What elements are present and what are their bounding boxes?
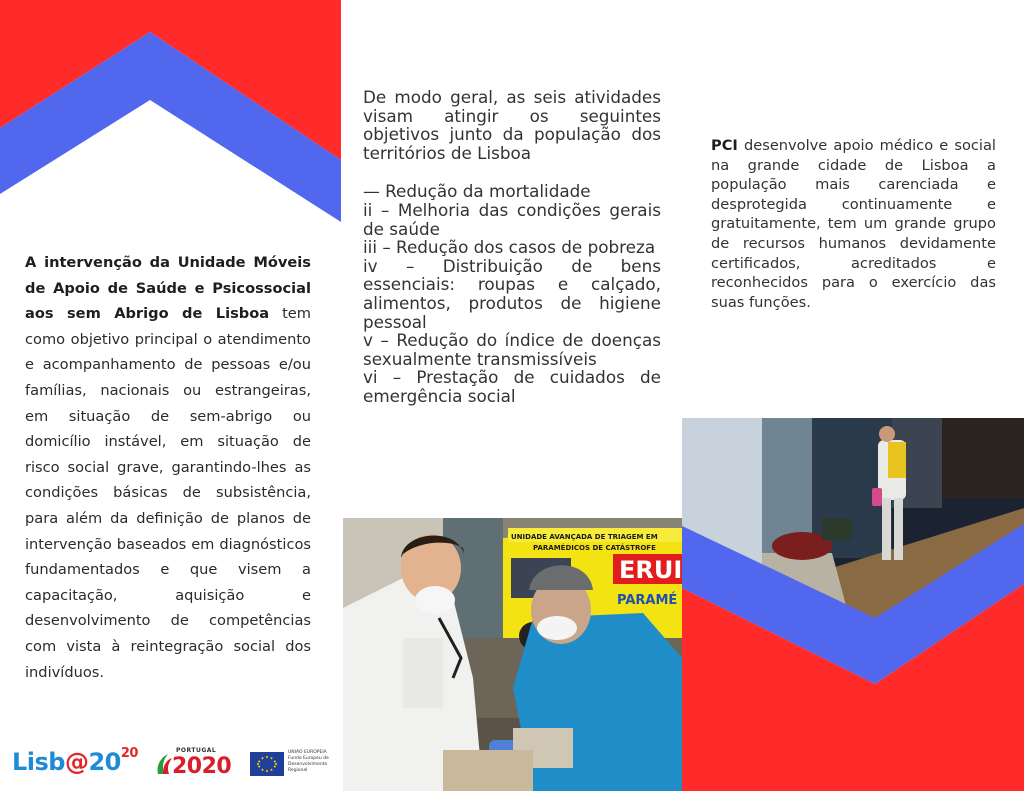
intro-body: tem como objetivo principal o atendimento e acompanhamento de pessoas e/ou famílias, nacionais ou estrangeiras, em situação de sem-abrigo ou domicílio instável, em situação de risco social grave, garantindo-lhes as condições básicas de subsistência, para além da definição de planos de intervenção baseados em diagnósticos fundamentados e que visem a capacitação, aquisição e desenvolvimento de competências com vista à reintegração social dos indivíduos.	[25, 305, 311, 681]
intro-paragraph	[25, 250, 311, 685]
lisboa-2020-logo: $Lisb@20^{20}$	[12, 746, 138, 776]
portugal-mark-icon	[154, 752, 174, 776]
ambulance-text: UNIDADE AVANÇADA DE TRIAGEM EM	[511, 533, 658, 541]
objective-item: ii – Melhoria das condições gerais de saúde	[363, 199, 661, 239]
street-photo-with-chevron	[682, 418, 1024, 791]
pci-bold: PCI	[711, 137, 738, 154]
objective-item: vi – Prestação de cuidados de emergência social	[363, 367, 661, 406]
eu-caption: UNIÃO EUROPEIA Fundo Europeu de Desenvolvimento Regional	[288, 750, 329, 773]
pci-body: desenvolve apoio médico e social na grande cidade de Lisboa a população mais carenciada e desprotegida continuamente e gratuitamente, tem um grande grupo de recursos humanos devidamente certificados, acreditados e reconhecidos para o exercício das suas funções.	[711, 137, 996, 311]
pci-paragraph	[711, 136, 996, 312]
objectives-intro: De modo geral, as seis atividades visam atingir os seguintes objetivos junto da população dos territórios de Lisboa	[363, 87, 661, 163]
paramedic-photo	[343, 518, 682, 791]
right-panel	[682, 0, 1024, 791]
ambulance-text: ERUI	[619, 556, 682, 584]
chevron-decoration	[0, 0, 341, 230]
objective-item: iii – Redução dos casos de pobreza	[363, 237, 656, 258]
left-panel	[0, 0, 341, 791]
objective-item: — Redução da mortalidade	[363, 181, 591, 202]
ambulance-text: PARAMÉ	[617, 593, 678, 608]
eu-flag-icon	[250, 752, 284, 776]
intro-bold: A intervenção da Unidade Móveis de Apoio de Saúde e Psicossocial aos sem Abrigo de Lisboa	[25, 254, 311, 323]
middle-panel	[341, 0, 682, 791]
portugal-2020-logo: PORTUGAL 2020	[154, 744, 232, 782]
objectives-block	[363, 88, 661, 406]
objective-item: v – Redução do índice de doenças sexualmente transmissíveis	[363, 330, 661, 369]
funding-logos	[12, 744, 332, 784]
ambulance-text: PARAMÉDICOS DE CATÁSTROFE	[533, 544, 656, 552]
objective-item: iv – Distribuição de bens essenciais: roupas e calçado, alimentos, produtos de higiene pessoal	[363, 255, 661, 332]
